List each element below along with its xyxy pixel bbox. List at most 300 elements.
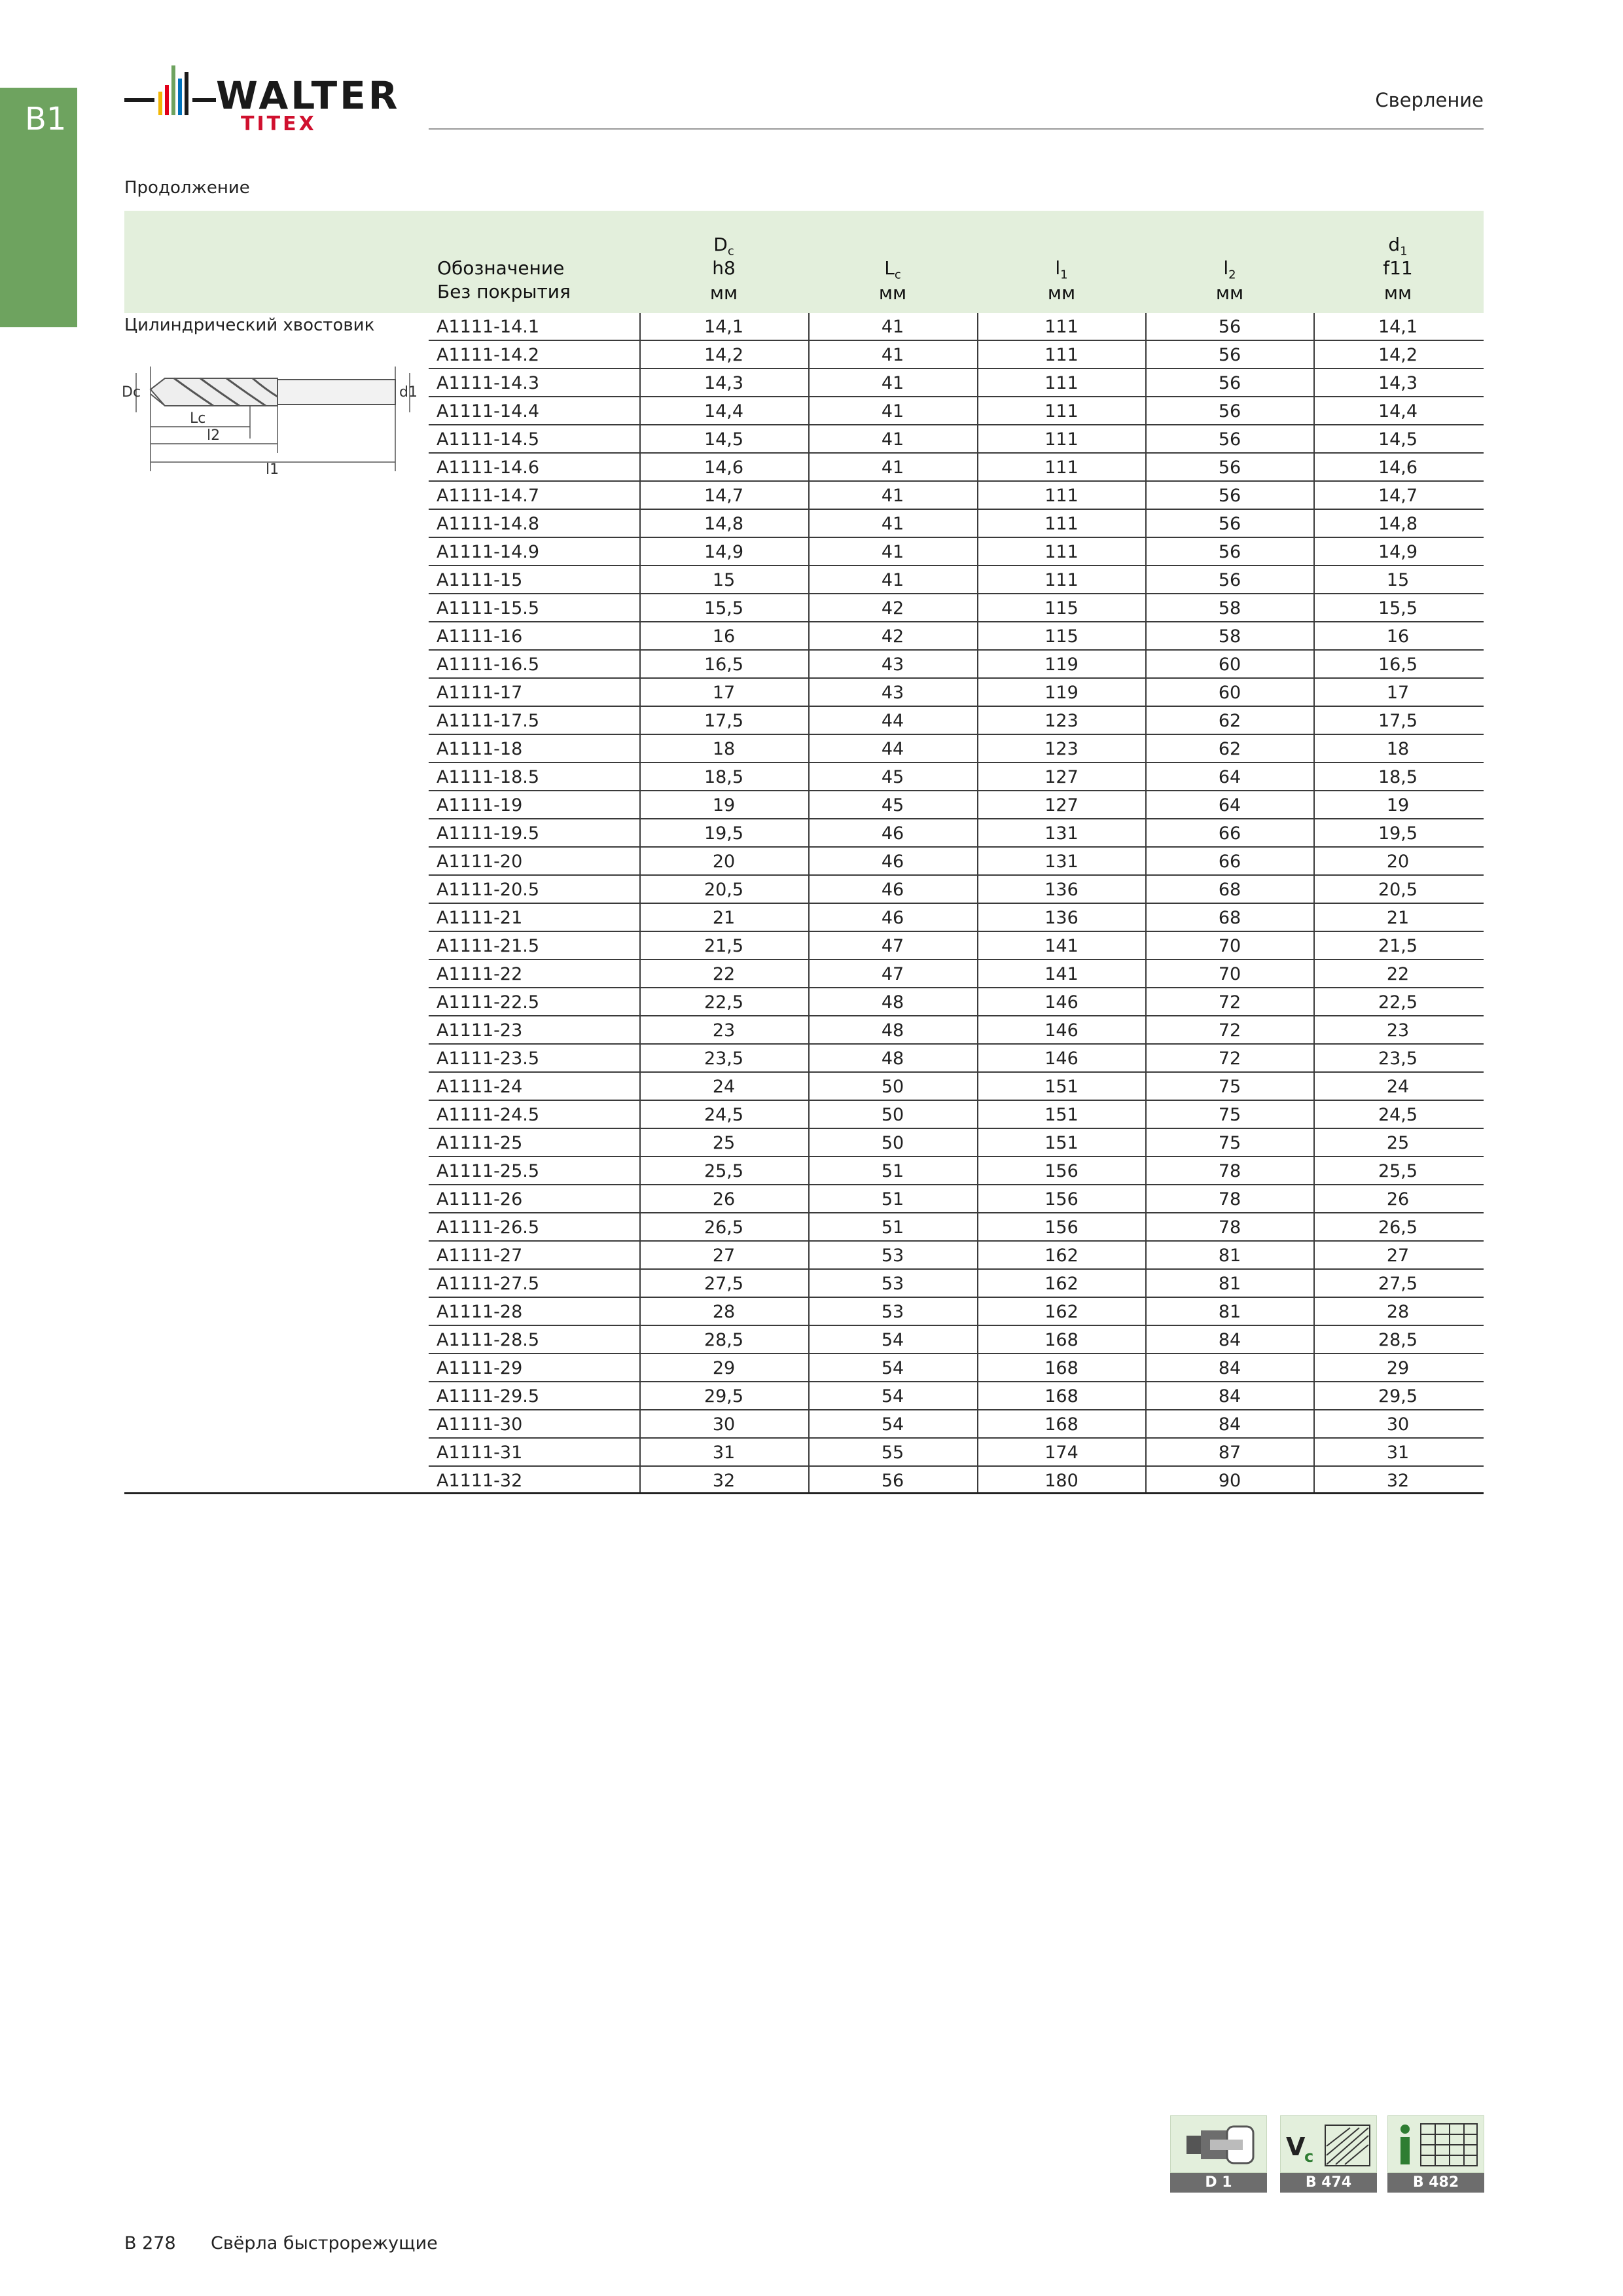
cell-designation: A1111-23	[437, 1020, 523, 1041]
cell-designation: A1111-17	[437, 683, 523, 703]
cell-l1: 146	[1044, 992, 1079, 1013]
table-row	[429, 1101, 1484, 1129]
cell-l2: 56	[1218, 345, 1241, 365]
col-header-dc: $D_c$	[713, 234, 734, 259]
diagram-label-d1: d1	[399, 384, 418, 401]
cell-l1: 156	[1044, 1217, 1079, 1238]
cell-lc: 53	[881, 1302, 904, 1322]
table-row	[429, 679, 1484, 707]
cell-dc: 14,7	[704, 486, 744, 506]
cell-designation: A1111-19.5	[437, 823, 540, 844]
cell-d1: 23	[1386, 1020, 1410, 1041]
cell-dc: 27,5	[704, 1274, 744, 1294]
col-header-lc-unit: мм	[878, 282, 907, 304]
cutting-speed-chart-icon	[1281, 2116, 1378, 2174]
cell-d1: 14,5	[1378, 429, 1418, 450]
cell-d1: 18,5	[1378, 767, 1418, 787]
cell-lc: 41	[881, 486, 904, 506]
cell-dc: 19	[712, 795, 736, 816]
cell-l2: 62	[1218, 711, 1241, 731]
cell-l1: 111	[1044, 345, 1079, 365]
cell-lc: 56	[881, 1471, 904, 1491]
cell-d1: 27	[1386, 1246, 1410, 1266]
cell-l2: 58	[1218, 626, 1241, 647]
cell-l2: 56	[1218, 317, 1241, 337]
cell-designation: A1111-15.5	[437, 598, 540, 619]
table-row	[429, 510, 1484, 538]
col-header-dc-tolerance: h8	[712, 257, 736, 279]
diagram-label-dc: Dc	[122, 384, 141, 401]
cell-lc: 54	[881, 1358, 904, 1378]
cell-d1: 28	[1386, 1302, 1410, 1322]
cell-dc: 15,5	[704, 598, 744, 619]
cell-lc: 41	[881, 401, 904, 422]
table-row	[429, 397, 1484, 425]
cell-designation: A1111-27	[437, 1246, 523, 1266]
cell-d1: 26	[1386, 1189, 1410, 1210]
cell-lc: 41	[881, 345, 904, 365]
table-row	[429, 538, 1484, 566]
cell-designation: A1111-15	[437, 570, 523, 590]
cell-l1: 151	[1044, 1133, 1079, 1153]
cell-designation: A1111-32	[437, 1471, 523, 1491]
cell-lc: 45	[881, 767, 904, 787]
column-divider	[1313, 313, 1315, 1492]
cell-dc: 22,5	[704, 992, 744, 1013]
cell-dc: 17,5	[704, 711, 744, 731]
cell-l1: 141	[1044, 964, 1079, 984]
cell-designation: A1111-14.2	[437, 345, 540, 365]
cell-l1: 136	[1044, 880, 1079, 900]
cell-lc: 51	[881, 1161, 904, 1181]
cell-lc: 41	[881, 542, 904, 562]
table-row	[429, 707, 1484, 735]
cell-d1: 25	[1386, 1133, 1410, 1153]
cell-d1: 19	[1386, 795, 1410, 816]
cell-designation: A1111-14.8	[437, 514, 540, 534]
table-row	[429, 1467, 1484, 1495]
cell-dc: 24	[712, 1077, 736, 1097]
cell-lc: 42	[881, 598, 904, 619]
cell-l1: 168	[1044, 1414, 1079, 1435]
cell-designation: A1111-24	[437, 1077, 523, 1097]
cell-d1: 28,5	[1378, 1330, 1418, 1350]
cell-l1: 141	[1044, 936, 1079, 956]
cell-lc: 42	[881, 626, 904, 647]
cell-lc: 41	[881, 457, 904, 478]
cell-dc: 14,6	[704, 457, 744, 478]
cell-d1: 26,5	[1378, 1217, 1418, 1238]
cell-d1: 15	[1386, 570, 1410, 590]
cell-lc: 45	[881, 795, 904, 816]
cell-l2: 70	[1218, 936, 1241, 956]
cell-designation: A1111-25.5	[437, 1161, 540, 1181]
table-row	[429, 960, 1484, 988]
shank-type-label: Цилиндрический хвостовик	[124, 315, 375, 335]
cell-designation: A1111-23.5	[437, 1049, 540, 1069]
cell-l2: 81	[1218, 1274, 1241, 1294]
cell-designation: A1111-24.5	[437, 1105, 540, 1125]
cell-dc: 20	[712, 852, 736, 872]
cell-dc: 23,5	[704, 1049, 744, 1069]
col-header-d1-unit: мм	[1383, 282, 1412, 304]
svg-text:c: c	[1304, 2147, 1314, 2166]
cell-dc: 29,5	[704, 1386, 744, 1407]
cell-lc: 48	[881, 992, 904, 1013]
cell-lc: 47	[881, 936, 904, 956]
dimension-table	[429, 313, 1484, 1495]
table-row	[429, 454, 1484, 482]
cell-dc: 14,8	[704, 514, 744, 534]
cell-d1: 31	[1386, 1443, 1410, 1463]
cell-l2: 56	[1218, 457, 1241, 478]
cell-dc: 14,3	[704, 373, 744, 393]
table-row	[429, 313, 1484, 341]
cell-l2: 87	[1218, 1443, 1241, 1463]
cell-d1: 14,7	[1378, 486, 1418, 506]
cell-designation: A1111-27.5	[437, 1274, 540, 1294]
cell-designation: A1111-30	[437, 1414, 523, 1435]
cell-dc: 28	[712, 1302, 736, 1322]
cell-designation: A1111-20	[437, 852, 523, 872]
cell-d1: 15,5	[1378, 598, 1418, 619]
cell-d1: 32	[1386, 1471, 1410, 1491]
cell-l1: 111	[1044, 514, 1079, 534]
cell-dc: 29	[712, 1358, 736, 1378]
cell-l2: 72	[1218, 992, 1241, 1013]
cell-l1: 111	[1044, 373, 1079, 393]
cell-designation: A1111-19	[437, 795, 523, 816]
continue-label: Продолжение	[124, 178, 250, 198]
cell-lc: 53	[881, 1246, 904, 1266]
table-row	[429, 341, 1484, 369]
cell-d1: 24,5	[1378, 1105, 1418, 1125]
logo-mark-icon	[124, 60, 216, 132]
col-header-d1-tolerance: f11	[1383, 257, 1413, 279]
cell-d1: 24	[1386, 1077, 1410, 1097]
reference-label: B 482	[1387, 2173, 1484, 2193]
cell-lc: 44	[881, 711, 904, 731]
cell-designation: A1111-26	[437, 1189, 523, 1210]
cell-d1: 20	[1386, 852, 1410, 872]
cell-l1: 174	[1044, 1443, 1079, 1463]
footer-title: Свёрла быстрорежущие	[211, 2233, 438, 2253]
cell-designation: A1111-14.9	[437, 542, 540, 562]
diagram-label-lc: Lc	[190, 410, 206, 427]
cell-lc: 41	[881, 317, 904, 337]
cell-designation: A1111-29.5	[437, 1386, 540, 1407]
cell-lc: 50	[881, 1133, 904, 1153]
cell-designation: A1111-25	[437, 1133, 523, 1153]
table-row	[429, 904, 1484, 932]
cell-l1: 119	[1044, 655, 1079, 675]
cell-l2: 81	[1218, 1246, 1241, 1266]
table-row	[429, 988, 1484, 1016]
cell-d1: 21,5	[1378, 936, 1418, 956]
cell-lc: 54	[881, 1330, 904, 1350]
cell-dc: 14,9	[704, 542, 744, 562]
cell-dc: 25,5	[704, 1161, 744, 1181]
cell-designation: A1111-14.6	[437, 457, 540, 478]
table-row	[429, 1073, 1484, 1101]
cell-dc: 18,5	[704, 767, 744, 787]
cell-l2: 56	[1218, 570, 1241, 590]
cell-l1: 111	[1044, 401, 1079, 422]
cell-designation: A1111-20.5	[437, 880, 540, 900]
table-row	[429, 819, 1484, 848]
cell-d1: 14,1	[1378, 317, 1418, 337]
logo-titex-text: TITEX	[241, 113, 317, 135]
cell-designation: A1111-18.5	[437, 767, 540, 787]
cell-designation: A1111-29	[437, 1358, 523, 1378]
cell-l2: 84	[1218, 1386, 1241, 1407]
section-tab	[0, 88, 77, 327]
cell-d1: 22	[1386, 964, 1410, 984]
cell-d1: 25,5	[1378, 1161, 1418, 1181]
table-row	[429, 1382, 1484, 1410]
cell-l2: 58	[1218, 598, 1241, 619]
table-row	[429, 848, 1484, 876]
drill-dimension-diagram	[122, 353, 423, 484]
cell-lc: 48	[881, 1049, 904, 1069]
cell-l1: 111	[1044, 317, 1079, 337]
cell-l1: 146	[1044, 1020, 1079, 1041]
cell-l2: 60	[1218, 655, 1241, 675]
cell-d1: 23,5	[1378, 1049, 1418, 1069]
column-divider	[808, 313, 810, 1492]
cell-dc: 14,5	[704, 429, 744, 450]
cell-d1: 17	[1386, 683, 1410, 703]
cell-designation: A1111-14.3	[437, 373, 540, 393]
table-row	[429, 1354, 1484, 1382]
cell-dc: 26,5	[704, 1217, 744, 1238]
cell-l2: 64	[1218, 767, 1241, 787]
col-header-coating: Без покрытия	[437, 281, 571, 302]
diagram-label-l1: l1	[266, 461, 279, 478]
cell-l2: 64	[1218, 795, 1241, 816]
table-row	[429, 1129, 1484, 1157]
table-row	[429, 622, 1484, 651]
page-number: B 278	[124, 2233, 176, 2253]
cell-l2: 56	[1218, 429, 1241, 450]
cell-l2: 60	[1218, 683, 1241, 703]
table-row	[429, 1270, 1484, 1298]
cell-d1: 17,5	[1378, 711, 1418, 731]
cell-lc: 46	[881, 880, 904, 900]
cell-d1: 14,4	[1378, 401, 1418, 422]
cell-d1: 20,5	[1378, 880, 1418, 900]
col-header-designation: Обозначение	[437, 257, 565, 279]
cell-l1: 162	[1044, 1302, 1079, 1322]
cell-lc: 44	[881, 739, 904, 759]
cell-lc: 41	[881, 514, 904, 534]
cell-l2: 81	[1218, 1302, 1241, 1322]
cell-dc: 15	[712, 570, 736, 590]
cell-l1: 156	[1044, 1189, 1079, 1210]
cell-designation: A1111-14.7	[437, 486, 540, 506]
cell-l2: 84	[1218, 1358, 1241, 1378]
cell-l2: 75	[1218, 1077, 1241, 1097]
col-header-l1: $l_1$	[1055, 257, 1068, 282]
cell-l2: 78	[1218, 1189, 1241, 1210]
table-row	[429, 791, 1484, 819]
cell-designation: A1111-14.5	[437, 429, 540, 450]
cell-lc: 54	[881, 1414, 904, 1435]
cell-l1: 123	[1044, 711, 1079, 731]
column-divider	[639, 313, 641, 1492]
reference-cutting-speed[interactable]	[1280, 2115, 1377, 2193]
table-row	[429, 1326, 1484, 1354]
cell-d1: 14,9	[1378, 542, 1418, 562]
cell-l1: 131	[1044, 852, 1079, 872]
cell-designation: A1111-28	[437, 1302, 523, 1322]
cell-l2: 78	[1218, 1217, 1241, 1238]
cell-l2: 56	[1218, 401, 1241, 422]
cell-l2: 70	[1218, 964, 1241, 984]
cell-l2: 72	[1218, 1049, 1241, 1069]
table-row	[429, 482, 1484, 510]
section-tab-label: B1	[25, 101, 67, 137]
cell-l1: 111	[1044, 429, 1079, 450]
logo-walter-text: WALTER	[216, 73, 401, 118]
cell-designation: A1111-16	[437, 626, 523, 647]
table-row	[429, 763, 1484, 791]
col-header-d1: $d_1$	[1388, 234, 1408, 259]
cell-d1: 16	[1386, 626, 1410, 647]
cell-l2: 68	[1218, 908, 1241, 928]
cell-lc: 53	[881, 1274, 904, 1294]
col-header-l2-unit: мм	[1215, 282, 1244, 304]
reference-label: D 1	[1170, 2173, 1267, 2193]
cell-d1: 19,5	[1378, 823, 1418, 844]
cell-lc: 41	[881, 570, 904, 590]
cell-l1: 115	[1044, 626, 1079, 647]
column-divider	[977, 313, 978, 1492]
cell-d1: 14,3	[1378, 373, 1418, 393]
table-row	[429, 1157, 1484, 1185]
cell-l2: 56	[1218, 373, 1241, 393]
cell-lc: 41	[881, 373, 904, 393]
info-table-icon	[1388, 2116, 1485, 2174]
cell-l1: 127	[1044, 795, 1079, 816]
table-row	[429, 1298, 1484, 1326]
cell-lc: 43	[881, 655, 904, 675]
cell-dc: 27	[712, 1246, 736, 1266]
cell-lc: 47	[881, 964, 904, 984]
cell-l2: 66	[1218, 852, 1241, 872]
reference-holder[interactable]	[1170, 2115, 1267, 2193]
cell-l2: 56	[1218, 514, 1241, 534]
cell-l1: 111	[1044, 542, 1079, 562]
cell-designation: A1111-28.5	[437, 1330, 540, 1350]
drill-icon	[151, 378, 395, 406]
cell-lc: 51	[881, 1189, 904, 1210]
table-row	[429, 1213, 1484, 1242]
cell-dc: 30	[712, 1414, 736, 1435]
cell-l1: 111	[1044, 486, 1079, 506]
table-bottom-rule	[124, 1492, 1484, 1494]
header-rule	[429, 128, 1484, 130]
cell-l2: 84	[1218, 1414, 1241, 1435]
cell-lc: 54	[881, 1386, 904, 1407]
table-row	[429, 735, 1484, 763]
cell-designation: A1111-21	[437, 908, 523, 928]
cell-dc: 32	[712, 1471, 736, 1491]
cell-d1: 30	[1386, 1414, 1410, 1435]
cell-l2: 66	[1218, 823, 1241, 844]
cell-designation: A1111-22	[437, 964, 523, 984]
walter-titex-logo	[124, 60, 406, 135]
cell-lc: 46	[881, 823, 904, 844]
cell-l2: 56	[1218, 542, 1241, 562]
cell-l1: 168	[1044, 1386, 1079, 1407]
cell-l1: 180	[1044, 1471, 1079, 1491]
cell-lc: 41	[881, 429, 904, 450]
col-header-l2: $l_2$	[1223, 257, 1236, 282]
cell-l1: 111	[1044, 457, 1079, 478]
cell-l2: 62	[1218, 739, 1241, 759]
cell-d1: 21	[1386, 908, 1410, 928]
cell-designation: A1111-26.5	[437, 1217, 540, 1238]
table-row	[429, 1016, 1484, 1045]
cell-designation: A1111-17.5	[437, 711, 540, 731]
cell-d1: 29,5	[1378, 1386, 1418, 1407]
cell-l2: 75	[1218, 1133, 1241, 1153]
cell-l1: 162	[1044, 1246, 1079, 1266]
cell-l1: 151	[1044, 1077, 1079, 1097]
column-divider	[1145, 313, 1147, 1492]
cell-l1: 119	[1044, 683, 1079, 703]
table-row	[429, 425, 1484, 454]
cell-designation: A1111-16.5	[437, 655, 540, 675]
cell-dc: 14,2	[704, 345, 744, 365]
cell-d1: 18	[1386, 739, 1410, 759]
cell-d1: 27,5	[1378, 1274, 1418, 1294]
cell-l1: 168	[1044, 1330, 1079, 1350]
cell-designation: A1111-31	[437, 1443, 523, 1463]
cell-l1: 136	[1044, 908, 1079, 928]
cell-dc: 18	[712, 739, 736, 759]
cell-dc: 14,1	[704, 317, 744, 337]
header-title: Сверление	[1375, 89, 1484, 111]
cell-lc: 50	[881, 1077, 904, 1097]
cell-dc: 20,5	[704, 880, 744, 900]
cell-dc: 26	[712, 1189, 736, 1210]
col-header-lc: $L_c$	[884, 257, 901, 282]
cell-l2: 84	[1218, 1330, 1241, 1350]
cell-l1: 168	[1044, 1358, 1079, 1378]
table-row	[429, 369, 1484, 397]
cell-d1: 14,6	[1378, 457, 1418, 478]
cell-l1: 127	[1044, 767, 1079, 787]
cell-dc: 16,5	[704, 655, 744, 675]
col-header-dc-unit: мм	[709, 282, 738, 304]
svg-text:V: V	[1286, 2132, 1306, 2161]
diagram-label-l2: l2	[207, 427, 221, 444]
reference-info-table[interactable]	[1387, 2115, 1484, 2193]
table-row	[429, 1242, 1484, 1270]
cell-l2: 75	[1218, 1105, 1241, 1125]
cell-l1: 131	[1044, 823, 1079, 844]
table-row	[429, 1185, 1484, 1213]
table-row	[429, 1439, 1484, 1467]
cell-l1: 156	[1044, 1161, 1079, 1181]
cell-lc: 43	[881, 683, 904, 703]
table-row	[429, 876, 1484, 904]
cell-lc: 46	[881, 908, 904, 928]
reference-label: B 474	[1280, 2173, 1377, 2193]
table-row	[429, 1410, 1484, 1439]
